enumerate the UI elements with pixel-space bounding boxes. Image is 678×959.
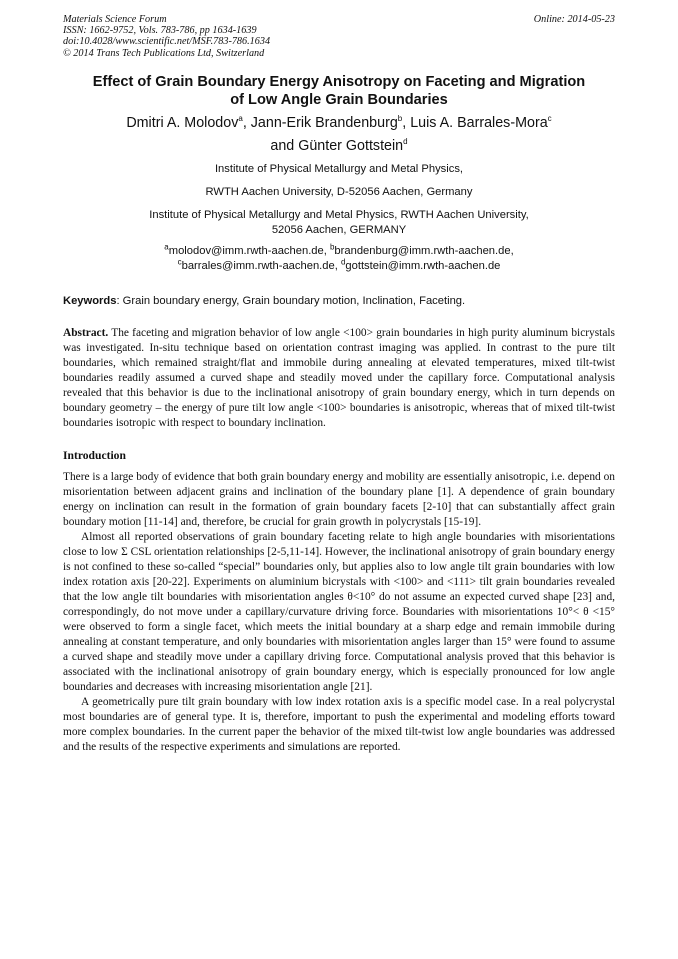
author-emails [63, 244, 615, 274]
affiliation-2-line-2: 52056 Aachen, GERMANY [271, 223, 407, 236]
title-line-2: of Low Angle Grain Boundaries [230, 91, 448, 108]
affiliation-1-continued [63, 185, 615, 200]
abstract [63, 326, 615, 431]
author-separator: , [242, 114, 251, 131]
emails-line-1 [63, 244, 615, 259]
author-3-sup: c [547, 114, 552, 124]
keywords-label: Keywords [63, 294, 117, 307]
email-link-c[interactable]: barrales@imm.rwth-aachen.de [181, 259, 335, 272]
online-date: Online: 2014-05-23 [533, 14, 615, 25]
email-link-a[interactable]: molodov@imm.rwth-aachen.de [168, 244, 324, 257]
journal-name: Materials Science Forum [63, 14, 167, 25]
journal-header [63, 14, 615, 59]
authors-line-1 [63, 112, 615, 135]
abstract-label: Abstract. [63, 326, 109, 339]
email-link-b[interactable]: brandenburg@imm.rwth-aachen.de [334, 244, 511, 257]
email-a-sup: a [164, 242, 169, 252]
copyright-line: © 2014 Trans Tech Publications Ltd, Switzerland [63, 47, 265, 59]
emails-line-2 [63, 259, 615, 274]
author-4-sup: d [403, 137, 408, 147]
author-2: Jann-Erik Brandenburg [250, 114, 398, 131]
keywords [63, 294, 615, 308]
section-heading-introduction: Introduction [63, 448, 126, 462]
author-3: Luis A. Barrales-Mora [410, 114, 548, 131]
intro-paragraph-2: Almost all reported observations of grain boundary faceting relate to high angle boundaries with misorientations close to low Σ CSL orientation relationships [2-5,11-14]. However, the inclinational anisotropy of grain boundary energy is not confined to these so-called “special” boundaries only, but applies also to low angle tilt grain boundaries with low index rotation axis [20-22]. Experiments on aluminium bicrystals with <100> and <111> tilt grain boundaries revealed that the low angle tilt boundaries with misorientation angles θ<10° do not assume an expected curved shape [23] and, correspondingly, do not move under a capillary/curvature driving force. Boundaries with misorientations 10°< θ <15° were observed to form a single facet, which meets the initial boundary at a sharp edge and remain immobile during annealing at constant temperature, and only boundaries with misorientation angles larger than 15° were found to assume a curved shape and steadily move under a capillary driving force. Computational analysis proved that this behavior is associated with the inclinational anisotropy of grain boundary energy, which is especially pronounced for low angle boundaries and decreases with increasing misorientation angle [21]. [63, 530, 615, 693]
affiliation-1 [63, 162, 615, 177]
abstract-text: The faceting and migration behavior of low angle <100> grain boundaries in high purity aluminum bicrystals was investigated. In-situ technique based on orientation contrast imaging was applied. In contrast to the pure tilt boundaries, which remained straight/flat and immobile during annealing at elevated temperatures, mixed tilt-twist boundaries readily assumed a curved shape and steadily moved under the capillary force. Computational analysis revealed that this behavior is due to the inclinational anisotropy of grain boundary energy, which in turn depends on boundary geometry – the energy of pure tilt low angle <100> boundaries is anisotropic, whereas that of mixed tilt-twist boundaries isotropic with respect to boundary inclination. [63, 326, 615, 429]
author-2-sup: b [397, 114, 403, 124]
email-d-sup: d [340, 257, 346, 267]
email-c-sup: c [177, 257, 182, 267]
affiliation-1-line-1: Institute of Physical Metallurgy and Metal Physics, [214, 162, 464, 175]
email-link-d[interactable]: gottstein@imm.rwth-aachen.de [345, 259, 501, 272]
affiliation-2 [63, 208, 615, 238]
author-list [63, 112, 615, 158]
author-1-sup: a [238, 114, 243, 124]
intro-paragraph-1: There is a large body of evidence that both grain boundary energy and mobility are essentially anisotropic, i.e. depend on misorientation between adjacent grains and inclination of the boundary plane [1]. A dependence of grain boundary energy on inclination can result in the formation of grain boundary facets [2-10] that can substantially affect grain boundary motion [11-14] and, therefore, be crucial for grain growth in polycrystals [15-19]. [63, 470, 615, 528]
keywords-text: : Grain boundary energy, Grain boundary motion, Inclination, Faceting. [116, 294, 466, 307]
affiliation-2-line-1: Institute of Physical Metallurgy and Metal Physics, RWTH Aachen University, [149, 208, 529, 221]
paper-title [63, 73, 615, 109]
paper-page [63, 14, 615, 755]
affiliation-1-line-2: RWTH Aachen University, D-52056 Aachen, Germany [205, 185, 473, 198]
doi-line: doi:10.4028/www.scientific.net/MSF.783-786.1634 [63, 36, 271, 48]
title-line-1: Effect of Grain Boundary Energy Anisotropy on Faceting and Migration [92, 73, 586, 90]
author-and: and [270, 137, 299, 154]
author-1: Dmitri A. Molodov [126, 114, 239, 131]
author-4: Günter Gottstein [298, 137, 404, 154]
authors-line-2 [63, 135, 615, 158]
email-b-sup: b [329, 242, 335, 252]
intro-paragraph-3: A geometrically pure tilt grain boundary with low index rotation axis is a specific model case. In a real polycrystal most boundaries are of general type. It is, therefore, important to push the experimental and modeling efforts toward more complex boundaries. In the current paper the behavior of the mixed tilt-twist low angle boundaries was addressed and the results of the respective experiments and simulations are reported. [63, 695, 615, 753]
issn-line: ISSN: 1662-9752, Vols. 783-786, pp 1634-1639 [63, 25, 257, 37]
author-separator: , [402, 114, 411, 131]
email-separator: , [334, 259, 341, 272]
email-separator: , [323, 244, 330, 257]
email-separator: , [510, 244, 514, 257]
